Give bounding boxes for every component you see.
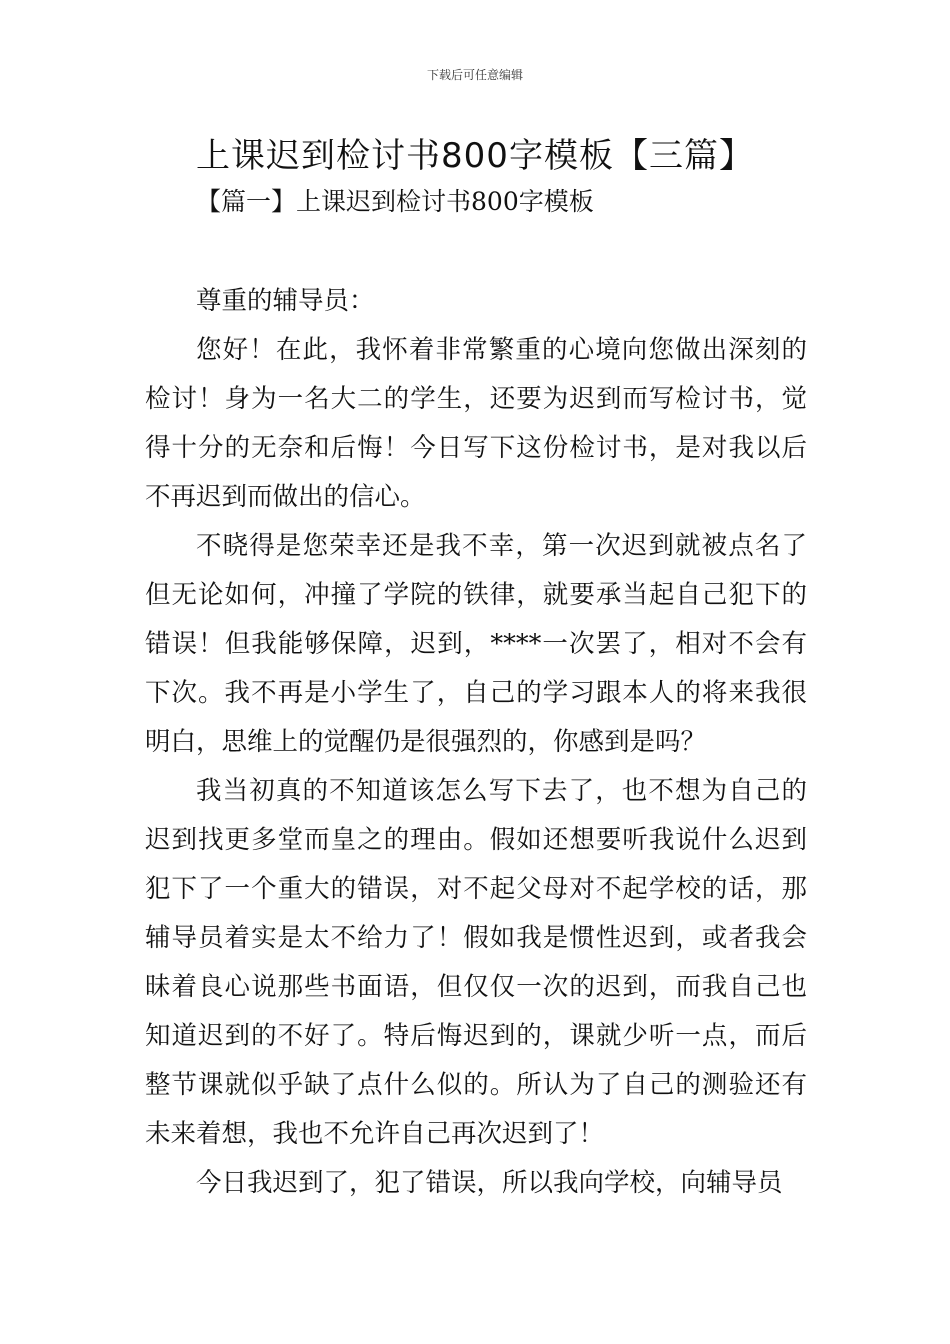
section-heading: 【篇一】上课迟到检讨书800字模板 xyxy=(196,187,594,216)
salutation: 尊重的辅导员： xyxy=(196,286,375,316)
paragraph-4: 今日我迟到了，犯了错误，所以我向学校，向辅导员 xyxy=(196,1168,783,1198)
document-body xyxy=(145,277,807,1208)
document-title: 上课迟到检讨书800字模板【三篇】 xyxy=(196,136,754,176)
paragraph-3: 我当初真的不知道该怎么写下去了，也不想为自己的迟到找更多堂而皇之的理由。假如还想要听我说什么迟到犯下了一个重大的错误，对不起父母对不起学校的话，那辅导员着实是太不给力了！假如我是惯性迟到，或者我会昧着良心说那些书面语，但仅仅一次的迟到，而我自己也知道迟到的不好了。特后悔迟到的，课就少听一点，而后整节课就似乎缺了点什么似的。所认为了自己的测验还有未来着想，我也不允许自己再次迟到了！ xyxy=(145,776,807,1149)
header-note: 下载后可任意编辑 xyxy=(426,68,523,82)
paragraph-1: 您好！在此，我怀着非常繁重的心境向您做出深刻的检讨！身为一名大二的学生，还要为迟到而写检讨书，觉得十分的无奈和后悔！今日写下这份检讨书，是对我以后不再迟到而做出的信心。 xyxy=(145,335,807,512)
paragraph-2: 不晓得是您荣幸还是我不幸，第一次迟到就被点名了但无论如何，冲撞了学院的铁律，就要承当起自己犯下的错误！但我能够保障，迟到，****一次罢了，相对不会有下次。我不再是小学生了，自己的学习跟本人的将来我很明白，思维上的觉醒仍是很强烈的，你感到是吗？ xyxy=(145,531,807,757)
